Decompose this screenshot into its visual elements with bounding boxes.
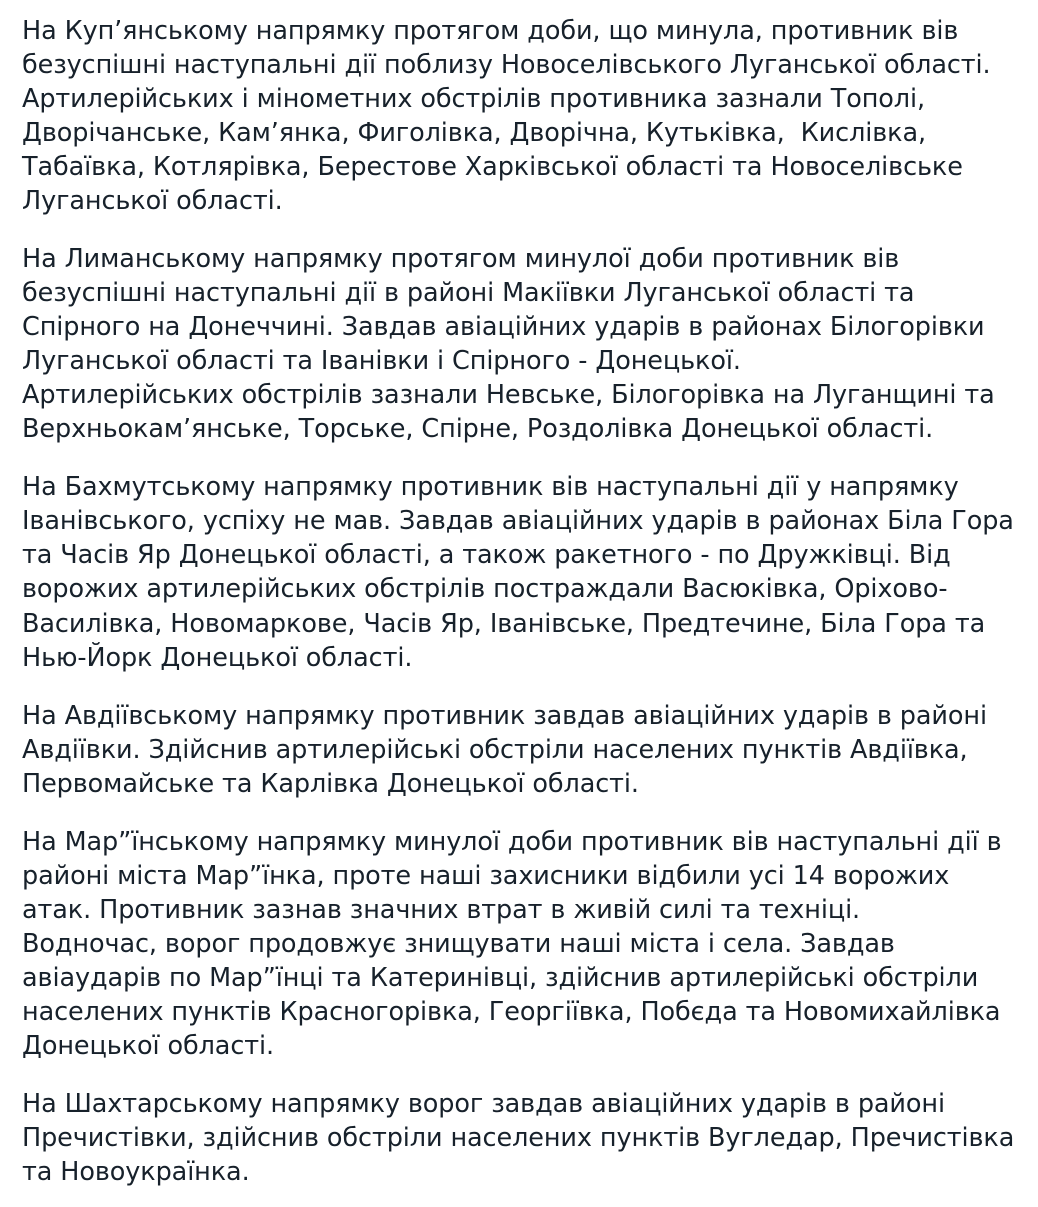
paragraph: На Лиманському напрямку протягом минулої доби противник вів безуспішні наступальні дії в районі Макіївки Луганської області та Спірного на Донеччині. Завдав авіаційних ударів в районах Білогорівки Луганської області та Іванівки і Спірного - Донецької.: [22, 244, 993, 377]
report-block-marinka: [22, 825, 1016, 1063]
paragraph: Артилерійських обстрілів зазнали Невське, Білогорівка на Луганщині та Верхньокам’янське, Торське, Спірне, Роздолівка Донецької області.: [22, 380, 1003, 445]
paragraph: Водночас, ворог продовжує знищувати наші міста і села. Завдав авіаударів по Мар”їнці та Катеринівці, здійснив артилерійські обстріли населених пунктів Красногорівка, Георгіївка, Побєда та Новомихайлівка Донецької області.: [22, 928, 1009, 1061]
paragraph: На Шахтарському напрямку ворог завдав авіаційних ударів в районі Пречистівки, здійснив обстріли населених пунктів Вугледар, Пречистівка та Новоукраїнка.: [22, 1088, 1023, 1187]
paragraph: На Авдіївському напрямку противник завдав авіаційних ударів в районі Авдіївки. Здійснив артилерійські обстріли населених пунктів Авдіївка, Первомайське та Карлівка Донецької області.: [22, 700, 995, 799]
report-block-lyman: [22, 242, 1016, 446]
paragraph: На Бахмутському напрямку противник вів наступальні дії у напрямку Іванівського, успіху не мав. Завдав авіаційних ударів в районах Біла Гора та Часів Яр Донецької області, а також ракетного - по Дружківці. Від ворожих артилерійських обстрілів постраждали Васюківка, Оріхово-Василівка, Новомаркове, Часів Яр, Іванівське, Предтечине, Біла Гора та Нью-Йорк Донецької області.: [22, 472, 1022, 673]
report-block-kupiansk: [22, 14, 1016, 218]
paragraph: На Мар”їнському напрямку минулої доби противник вів наступальні дії в районі міста Мар”їнка, проте наші захисники відбили усі 14 ворожих атак. Противник зазнав значних втрат в живій силі та техніці.: [22, 826, 1010, 925]
report-block-avdiivka: [22, 699, 1016, 801]
report-block-bakhmut: [22, 470, 1022, 674]
report-block-shakhtarsk: [22, 1087, 1023, 1189]
paragraph: На Куп’янському напрямку протягом доби, що минула, противник вів безуспішні наступальні дії поблизу Новоселівського Луганської області. Артилерійських і мінометних обстрілів противника зазнали Тополі, Дворічанське, Кам’янка, Фиголівка, Дворічна, Кутьківка, Кислівка, Табаївка, Котлярівка, Берестове Харківської області та Новоселівське Луганської області.: [22, 16, 999, 217]
